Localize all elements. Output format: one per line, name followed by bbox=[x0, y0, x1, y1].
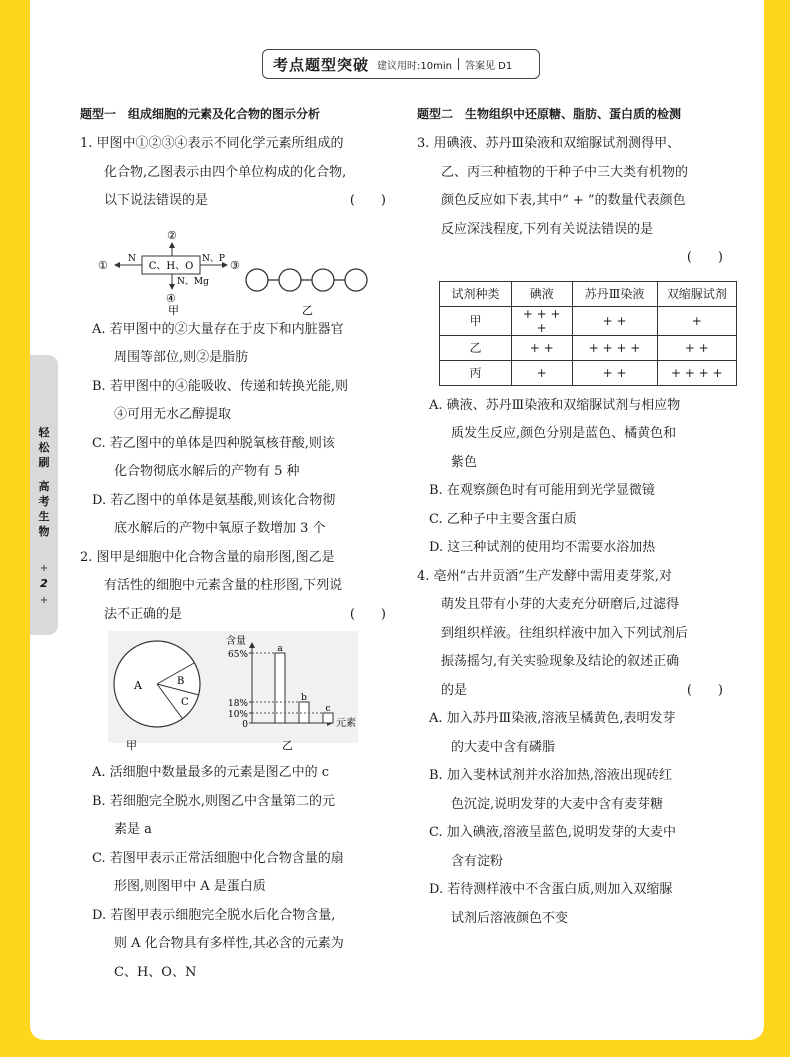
q2-figure bbox=[80, 629, 400, 759]
q3-option-b: B. 在观察颜色时有可能用到光学显微镜 bbox=[429, 483, 655, 498]
side-tab-plus-top: + bbox=[39, 563, 49, 574]
bar-y-tick-label: 0 bbox=[242, 720, 248, 730]
q3-option-a: A. 碘液、苏丹Ⅲ染液和双缩脲试剂与相应物 bbox=[429, 397, 681, 413]
q4-option-d: D. 若待测样液中不含蛋白质,则加入双缩脲 bbox=[429, 882, 673, 897]
q3-line-1: 3. 用碘液、苏丹Ⅲ染液和双缩脲试剂测得甲、 bbox=[417, 136, 681, 151]
q1-fig-box-label: C、H、O bbox=[148, 260, 194, 272]
table-header-row bbox=[440, 281, 737, 306]
q1-line-3 bbox=[80, 187, 400, 216]
table-header-cell: 双缩脲试剂 bbox=[657, 281, 736, 306]
table-cell: + + bbox=[657, 335, 736, 360]
q1-option-b: B. 若甲图中的④能吸收、传递和转换光能,则 bbox=[92, 378, 348, 394]
q1-option-d: D. 若乙图中的单体是氨基酸,则该化合物彻 bbox=[92, 492, 336, 508]
table-cell: + bbox=[511, 360, 572, 385]
q2-answer-paren: ( ) bbox=[349, 606, 386, 622]
bar-y-tick-label: 18% bbox=[227, 699, 248, 709]
pie-slice-c-label: C bbox=[181, 697, 189, 708]
question-4 bbox=[417, 563, 737, 934]
bar-y-tick-label: 10% bbox=[227, 710, 248, 720]
q4-line-4: 振荡摇匀,有关实验现象及结论的叙述正确 bbox=[441, 654, 680, 669]
pie-slice-a-label: A bbox=[134, 679, 142, 692]
question-3 bbox=[417, 130, 737, 563]
table-row bbox=[440, 335, 737, 360]
q3-answer-line bbox=[417, 244, 737, 273]
right-column bbox=[417, 105, 737, 933]
q4-option-c: C. 加入碘液,溶液呈蓝色,说明发芽的大麦中 bbox=[429, 825, 677, 840]
q1-option-a: A. 若甲图中的②大量存在于皮下和内脏器官 bbox=[92, 321, 344, 337]
q1-fig-down-label: N、Mg bbox=[177, 276, 209, 287]
q2-option-c: C. 若图甲表示正常活细胞中化合物含量的扇 bbox=[92, 850, 344, 866]
section-banner bbox=[262, 49, 540, 79]
q4-option-d-cont: 试剂后溶液颜色不变 bbox=[451, 910, 569, 926]
table-cell: + bbox=[657, 306, 736, 335]
q4-line-1: 4. 亳州“古井贡酒”生产发酵中需用麦芽浆,对 bbox=[417, 568, 672, 584]
bar-label-a: a bbox=[277, 644, 283, 654]
q4-option-c-cont: 含有淀粉 bbox=[451, 853, 504, 869]
q1-figure bbox=[80, 216, 400, 316]
question-2 bbox=[80, 544, 400, 988]
q1-line-2: 化合物,乙图表示由四个单位构成的化合物, bbox=[104, 164, 347, 180]
q1-stem-end: 以下说法错误的是 bbox=[104, 193, 209, 208]
side-tab-subject: 高考生物 bbox=[38, 480, 50, 538]
table-cell: + + bbox=[572, 360, 657, 385]
q1-fig-monomer bbox=[279, 269, 301, 291]
bar-ylabel: 含量 bbox=[226, 636, 246, 647]
table-cell: + + + + bbox=[572, 335, 657, 360]
q1-fig-right-label: N、P bbox=[202, 253, 225, 264]
q1-line-1: 1. 甲图中①②③④表示不同化学元素所组成的 bbox=[80, 136, 344, 151]
q1-fig-label-1: ① bbox=[98, 258, 108, 272]
q1-option-b-cont: ④可用无水乙醇提取 bbox=[114, 407, 232, 422]
q4-line-3: 到组织样液。往组织样液中加入下列试剂后 bbox=[441, 625, 689, 641]
q2-option-b-cont: 素是 a bbox=[114, 822, 152, 837]
banner-answer: 答案见 D1 bbox=[464, 60, 513, 72]
table-cell: 乙 bbox=[440, 335, 512, 360]
q2-line-1: 2. 图甲是细胞中化合物含量的扇形图,图乙是 bbox=[80, 549, 335, 565]
q1-option-c-cont: 化合物彻底水解后的产物有 5 种 bbox=[114, 464, 300, 479]
banner-title: 考点题型突破 bbox=[273, 55, 370, 74]
bar-y-tick-label: 65% bbox=[227, 650, 248, 660]
q1-fig-monomer bbox=[246, 269, 268, 291]
q1-fig-monomer bbox=[312, 269, 334, 291]
question-1 bbox=[80, 130, 400, 544]
q4-option-a: A. 加入苏丹Ⅲ染液,溶液呈橘黄色,表明发芽 bbox=[429, 711, 676, 726]
bar-c bbox=[323, 713, 333, 723]
q1-fig-label-3: ③ bbox=[230, 258, 240, 272]
table-cell: 丙 bbox=[440, 360, 512, 385]
q3-answer-paren: ( ) bbox=[686, 250, 723, 265]
table-cell: + + + + bbox=[657, 360, 736, 385]
q4-line-2: 萌发且带有小芽的大麦充分研磨后,过滤得 bbox=[441, 597, 680, 612]
q2-option-d: D. 若图甲表示细胞完全脱水后化合物含量, bbox=[92, 907, 336, 923]
q1-fig-label-4: ④ bbox=[166, 291, 176, 305]
q3-option-d: D. 这三种试剂的使用均不需要水浴加热 bbox=[429, 540, 656, 555]
q2-option-a: A. 活细胞中数量最多的元素是图乙中的 c bbox=[92, 765, 330, 780]
table-cell: + + bbox=[511, 335, 572, 360]
q3-line-4: 反应深浅程度,下列有关说法错误的是 bbox=[441, 221, 654, 237]
q4-stem-end: 的是 bbox=[441, 682, 468, 698]
q2-line-2: 有活性的细胞中元素含量的柱形图,下列说 bbox=[104, 578, 343, 593]
q1-fig-arrowhead-up bbox=[169, 242, 175, 248]
banner-separator bbox=[458, 58, 459, 70]
q4-option-b: B. 加入斐林试剂并水浴加热,溶液出现砖红 bbox=[429, 768, 672, 783]
page-number: 2 bbox=[40, 577, 48, 590]
q1-fig-caption-a: 甲 bbox=[168, 303, 179, 316]
side-tab-series: 轻松刷 bbox=[38, 426, 50, 469]
q3-option-c: C. 乙种子中主要含蛋白质 bbox=[429, 511, 577, 527]
table-cell: + + + + bbox=[511, 306, 572, 335]
table-cell: + + bbox=[572, 306, 657, 335]
table-header-cell: 试剂种类 bbox=[440, 281, 512, 306]
q2-stem-end: 法不正确的是 bbox=[104, 606, 183, 622]
table-header-cell: 碘液 bbox=[511, 281, 572, 306]
q1-option-a-cont: 周围等部位,则②是脂肪 bbox=[114, 350, 249, 365]
q1-fig-monomer bbox=[345, 269, 367, 291]
section-title-2: 题型二 生物组织中还原糖、脂肪、蛋白质的检测 bbox=[417, 107, 682, 121]
q4-option-a-cont: 的大麦中含有磷脂 bbox=[451, 739, 556, 755]
q2-option-c-cont: 形图,则图甲中 A 是蛋白质 bbox=[114, 879, 266, 894]
q1-fig-caption-b: 乙 bbox=[302, 303, 313, 316]
side-tab bbox=[30, 355, 58, 635]
table-row bbox=[440, 360, 737, 385]
bar-xlabel: 元素 bbox=[336, 718, 356, 729]
q4-answer-paren: ( ) bbox=[686, 682, 723, 698]
q1-option-c: C. 若乙图中的单体是四种脱氧核苷酸,则该 bbox=[92, 435, 335, 451]
banner-hint: 建议用时:10min bbox=[377, 60, 452, 72]
q3-line-2: 乙、丙三种植物的干种子中三大类有机物的 bbox=[441, 164, 689, 180]
q3-option-a-cont: 质发生反应,颜色分别是蓝色、橘黄色和 bbox=[451, 426, 677, 441]
q1-fig-left-label: N bbox=[128, 253, 136, 264]
q2-fig-caption-b: 乙 bbox=[282, 739, 293, 752]
bar-label-b: b bbox=[301, 693, 307, 703]
q1-option-d-cont: 底水解后的产物中氧原子数增加 3 个 bbox=[114, 521, 326, 536]
reagent-table bbox=[439, 281, 737, 386]
q3-line-3: 颜色反应如下表,其中“ + ”的数量代表颜色 bbox=[441, 193, 686, 208]
side-tab-plus-bottom: + bbox=[39, 595, 49, 606]
q2-option-d-cont-2: C、H、O、N bbox=[114, 964, 197, 980]
left-column bbox=[80, 105, 400, 987]
q1-fig-arrowhead-down bbox=[169, 284, 175, 290]
q1-fig-arrowhead-left bbox=[114, 262, 120, 268]
q4-option-b-cont: 色沉淀,说明发芽的大麦中含有麦芽糖 bbox=[451, 796, 664, 812]
table-header-cell: 苏丹Ⅲ染液 bbox=[572, 281, 657, 306]
q2-line-3 bbox=[80, 601, 400, 630]
q2-option-d-cont: 则 A 化合物具有多样性,其必含的元素为 bbox=[114, 936, 344, 951]
q4-line-5 bbox=[417, 677, 737, 706]
q1-fig-label-2: ② bbox=[167, 228, 177, 242]
pie-slice-b-label: B bbox=[177, 676, 185, 687]
section-title-1: 题型一 组成细胞的元素及化合物的图示分析 bbox=[80, 107, 321, 121]
q2-fig-caption-a: 甲 bbox=[126, 739, 137, 752]
bar-label-c: c bbox=[325, 704, 331, 714]
table-cell: 甲 bbox=[440, 306, 512, 335]
q2-option-b: B. 若细胞完全脱水,则图乙中含量第二的元 bbox=[92, 793, 335, 809]
q1-answer-paren: ( ) bbox=[349, 193, 386, 208]
q3-option-a-cont-2: 紫色 bbox=[451, 454, 478, 470]
table-row bbox=[440, 306, 737, 335]
